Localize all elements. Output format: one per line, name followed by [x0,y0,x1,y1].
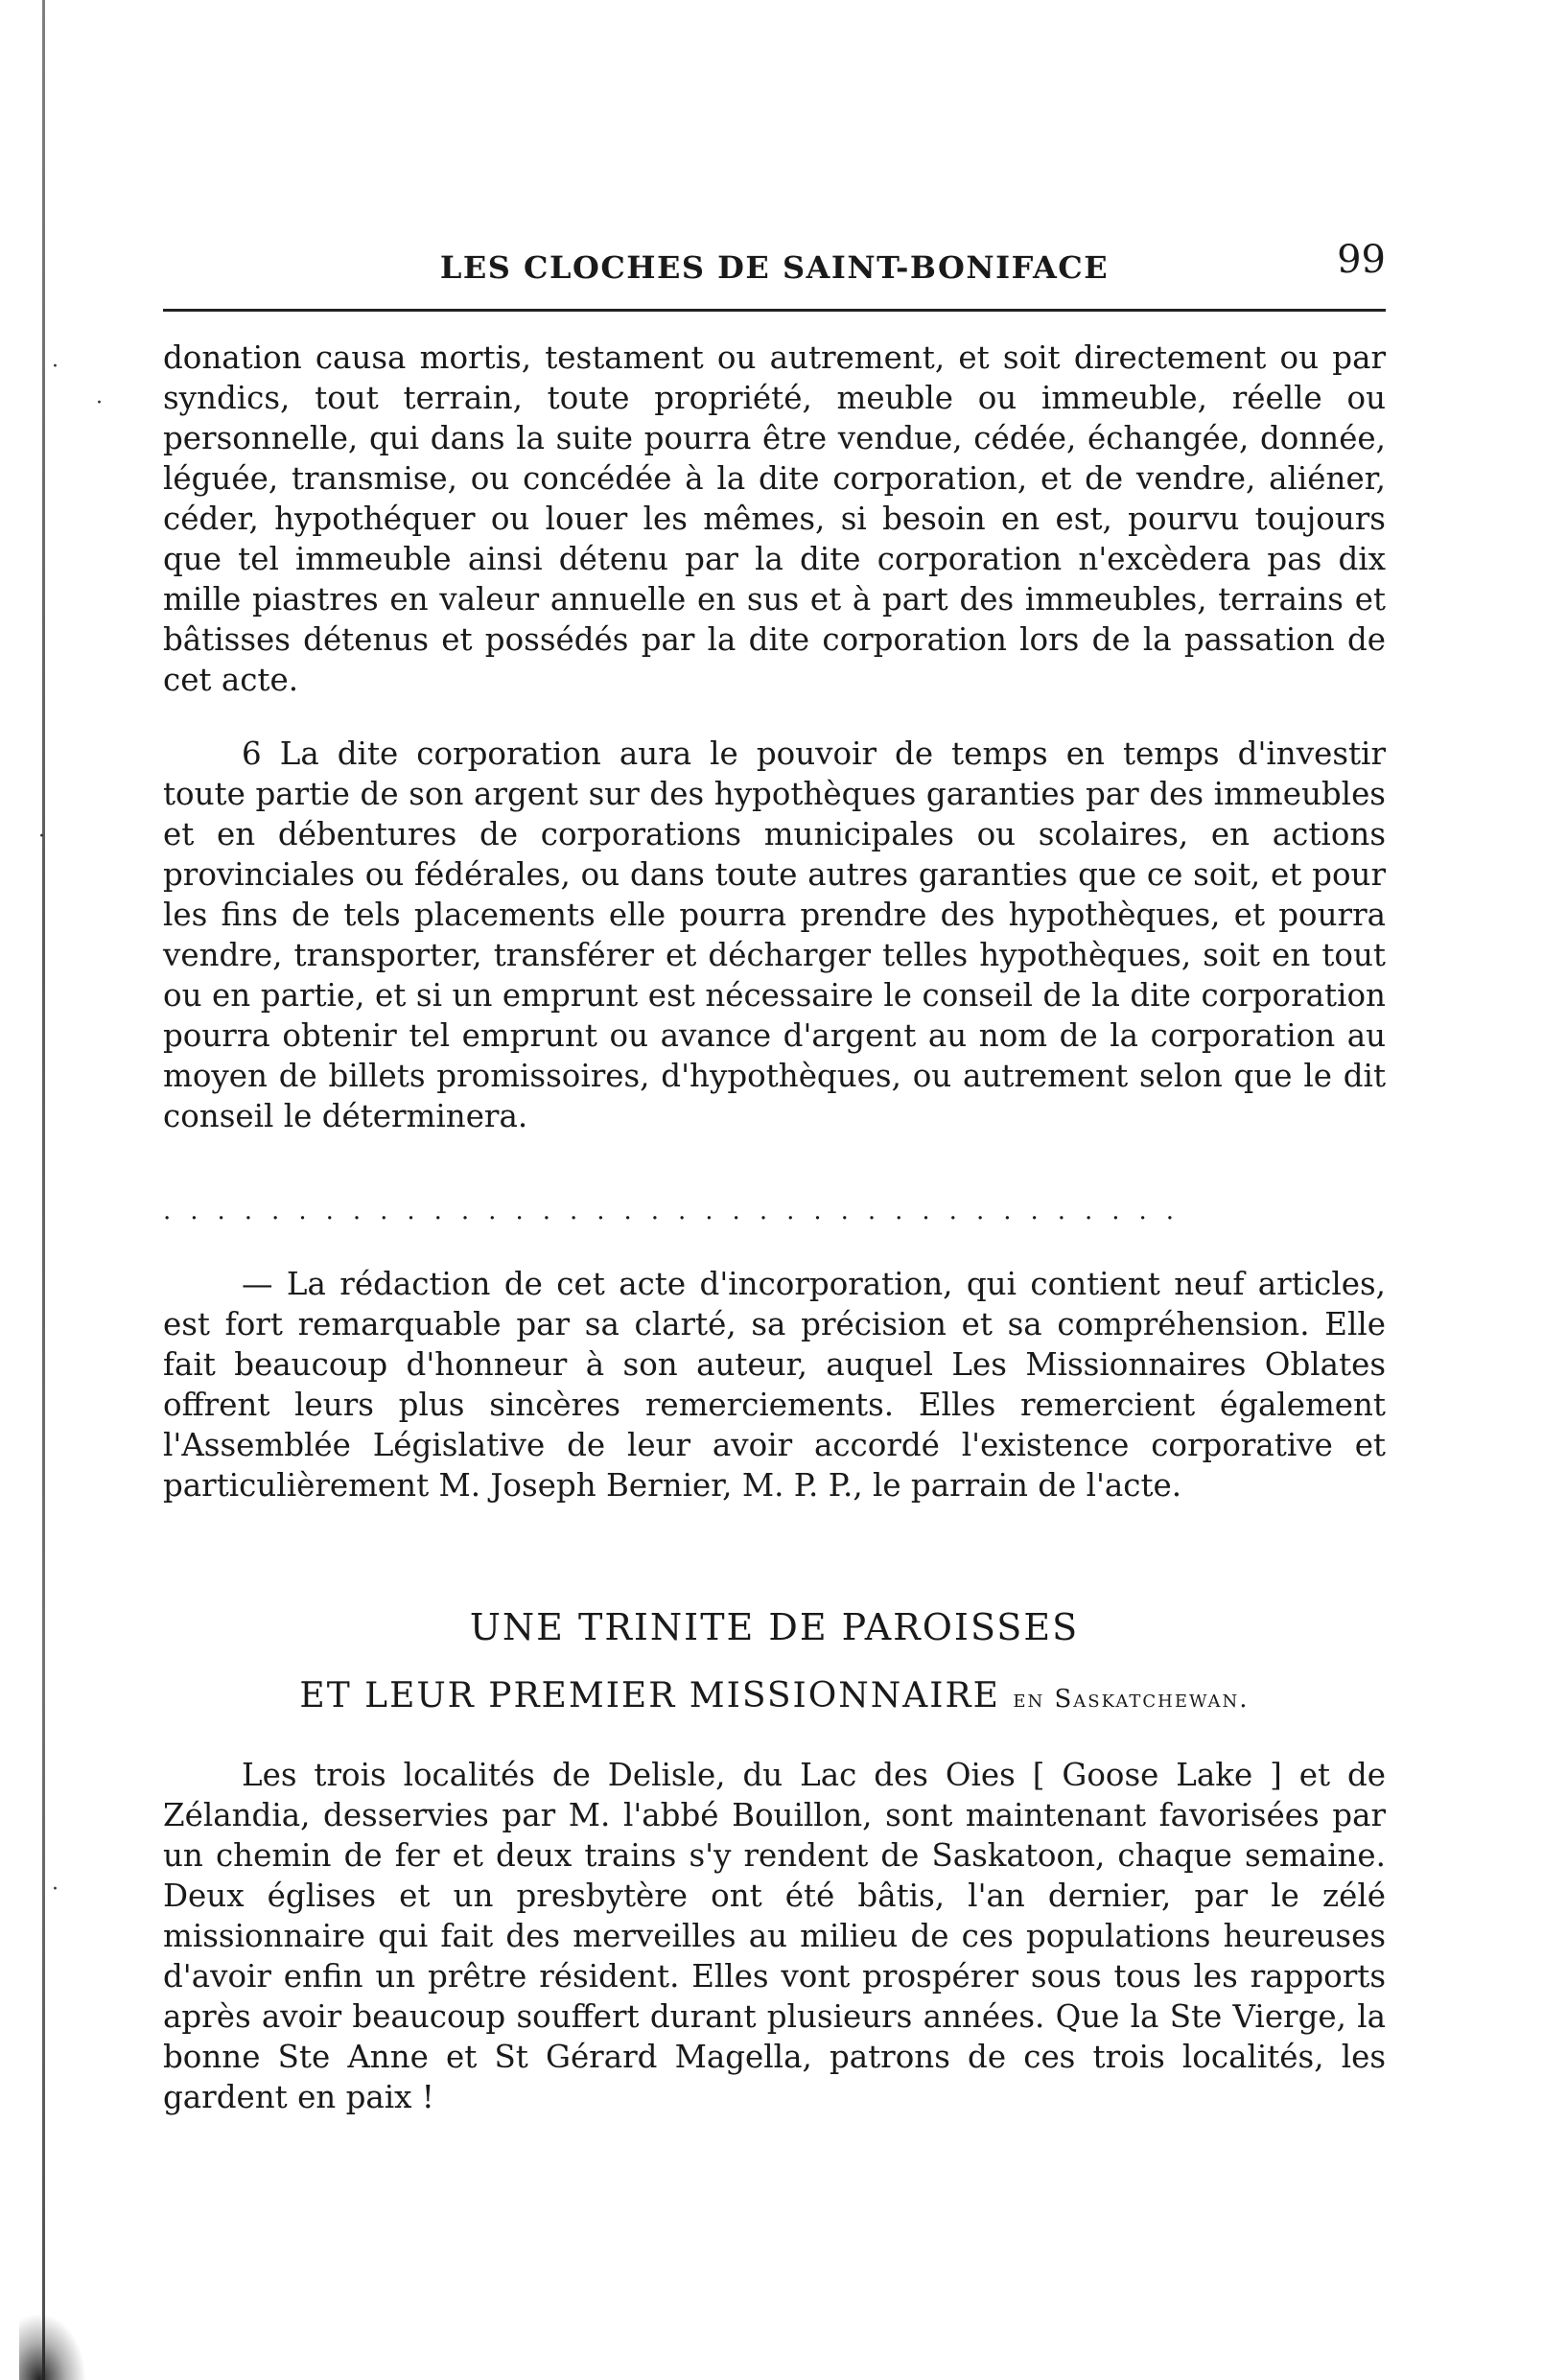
section-title: UNE TRINITE DE PAROISSES [469,1606,1080,1648]
paragraph-1-text: donation causa mortis, testament ou autrement, et soit directement ou par syndics, tout terrain, toute propriété, meuble ou immeuble, réelle ou personnelle, qui dans la suite pourra être vendue, cédée, échangée, donnée, léguée, transmise, ou concédée à la dite corporation, et de vendre, aliéner, céder, hypothéquer ou louer les mêmes, si besoin en est, pourvu toujours que tel immeuble ainsi détenu par la dite corporation n'excèdera pas dix mille piastres en valeur annuelle en sus et à part des immeubles, terrains et bâtisses détenus et possédés par la dite corporation lors de la passation de cet acte. [163,339,1386,698]
section-subtitle-small: en Saskatchewan. [1013,1685,1250,1714]
paragraph-2-text: 6 La dite corporation aura le pouvoir de temps en temps d'investir toute partie de son argent sur des hypothèques garanties par des immeubles et en débentures de corporations municipales ou scolaires, en actions provinciales ou fédérales, ou dans toute autres garanties que ce soit, et pour les fins de tels placements elle pourra prendre des hypothèques, et pourra vendre, transporter, transférer et décharger telles hypothèques, soit en tout ou en partie, et si un emprunt est nécessaire le conseil de la dite corporation pourra obtenir tel emprunt ou avance d'argent au nom de la corporation au moyen de billets promissoires, d'hypothèques, ou autrement selon que le dit conseil le déterminera. [163,735,1386,1134]
paragraph-3-text: — La rédaction de cet acte d'incorporation, qui contient neuf articles, est fort remarquable par sa clarté, sa précision et sa compréhension. Elle fait beaucoup d'honneur à son auteur, auquel Les Missionnaires Oblates offrent leurs plus sincères remerciements. Elles remercient également l'Assemblée Législative de leur avoir accordé l'existence corporative et particulièrement M. Joseph Bernier, M. P. P., le parrain de l'acte. [163,1266,1386,1504]
paragraph-1 [163,338,1386,700]
page-number: 99 [1337,238,1386,282]
running-header [163,238,1386,295]
paragraph-2 [163,734,1386,1136]
margin-mark: · [52,1878,58,1902]
header-rule [163,309,1386,312]
margin-mark: · [52,355,58,379]
ellipsis-separator: ...................................... [163,1197,1194,1225]
margin-mark: · [96,391,103,415]
page-binding-edge [42,0,45,2380]
running-title: LES CLOCHES DE SAINT-BONIFACE [439,249,1110,286]
paragraph-4-text: Les trois localités de Delisle, du Lac des Oies [ Goose Lake ] et de Zélandia, desservies par M. l'abbé Bouillon, sont maintenant favorisées par un chemin de fer et deux trains s'y rendent de Saskatoon, chaque semaine. Deux églises et un presbytère ont été bâtis, l'an dernier, par le zélé missionnaire qui fait des merveilles au milieu de ces populations heureuses d'avoir enfin un prêtre résident. Elles vont prospérer sous tous les rapports après avoir beaucoup souffert durant plusieurs années. Que la Ste Vierge, la bonne Ste Anne et St Gérard Magella, patrons de ces trois localités, les gardent en paix ! [163,1757,1386,2115]
paragraph-3 [163,1264,1386,1505]
paragraph-4 [163,1755,1386,2117]
scan-smudge [19,2313,86,2380]
section-subtitle-main: ET LEUR PREMIER MISSIONNAIRE [299,1676,1000,1715]
margin-mark: · [38,825,45,849]
section-subtitle [163,1676,1386,1715]
